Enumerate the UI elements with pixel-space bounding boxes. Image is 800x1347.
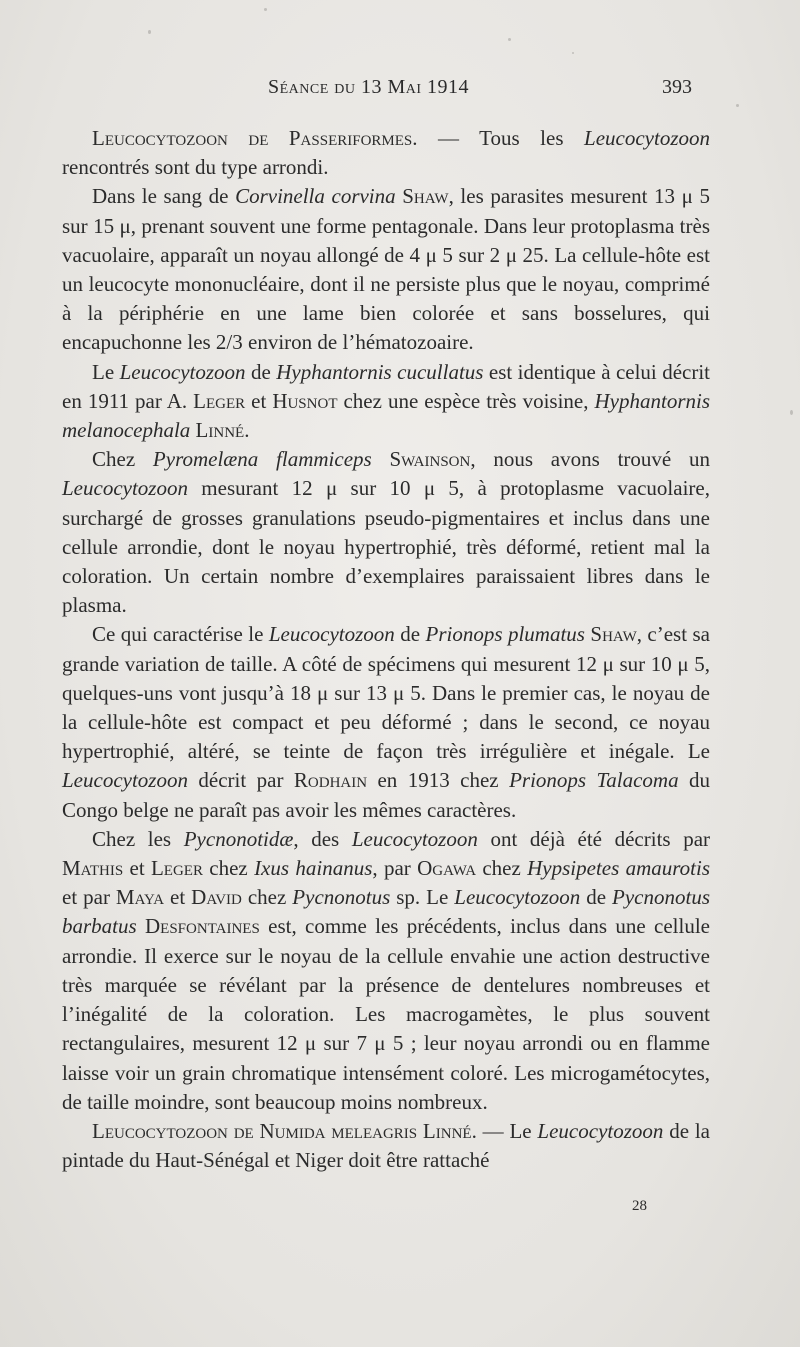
- page-number: 393: [662, 76, 692, 98]
- text-run: , les parasites mesurent 13 μ 5 sur 15 μ, prenant souvent une forme pentagonale. Dans leur protoplasma très vacuolaire, apparaît un noyau allongé de 4 μ 5 sur 2 μ 25. La cellule-hôte est un leucocyte mononucléaire, dont il ne persiste plus que le noyau, comprimé à la périphérie en une lame bien colorée et sans bosselures, qui encapuchonne les 2/3 environ de l’hématozoaire.: [62, 184, 710, 355]
- text-run: chez une espèce très voisine,: [337, 388, 595, 413]
- small-caps-text: Rodhain: [293, 768, 368, 793]
- italic-text: Hyphantornis cucullatus: [276, 359, 484, 384]
- running-title: Séance du 13 Mai 1914: [268, 76, 470, 98]
- text-run: de: [245, 359, 277, 384]
- text-run: du Congo belge ne paraît pas avoir les mêmes caractères.: [62, 768, 711, 822]
- text-run: de: [394, 622, 426, 647]
- small-caps-text: Leucocytozoon de Numida meleagris Linné.: [92, 1118, 477, 1143]
- paragraph: [62, 445, 710, 620]
- text-run: , des: [293, 826, 352, 851]
- text-run: — Le: [476, 1118, 538, 1143]
- text-run: décrit par: [187, 768, 294, 793]
- text-run: ont déjà été décrits par: [477, 826, 711, 851]
- paragraph: [62, 358, 710, 446]
- text-run: et: [123, 856, 151, 881]
- text-run: , c’est sa grande variation de taille. A côté de spécimens qui mesurent 12 μ sur 10 μ 5, quelques-uns vont jusqu’à 18 μ sur 13 μ 5. Dans le premier cas, le noyau de la cellule-hôte est compact et peu déformé ; dans le second, ce noyau hypertrophié, altéré, se teinte de façon très irrégulière et inégale. Le: [62, 622, 710, 764]
- italic-text: Ixus hainanus: [254, 856, 373, 881]
- text-run: Ce qui caractérise le: [92, 622, 269, 647]
- page-header: [0, 74, 800, 104]
- paragraph: [62, 182, 710, 357]
- text-run: et: [245, 388, 273, 413]
- small-caps-text: Leger: [193, 388, 246, 413]
- small-caps-text: Maya: [115, 885, 165, 910]
- small-caps-text: Mathis: [62, 856, 124, 881]
- italic-text: Hyphantornis melanocephala: [62, 388, 710, 443]
- text-run: et par: [62, 885, 116, 910]
- text-run: Chez: [92, 447, 153, 472]
- italic-text: Leucocytozoon: [62, 768, 188, 793]
- italic-text: Pyromelæna flammiceps: [152, 447, 372, 472]
- italic-text: Prionops plumatus: [425, 622, 585, 647]
- italic-text: Pycnonotus: [292, 885, 391, 910]
- text-run: mesurant 12 μ sur 10 μ 5, à protoplasme vacuolaire, surchargé de grosses granulations pseudo-pigmentaires et inclus dans une cellule arrondie, dont le noyau hypertrophié, très déformé, retient mal la coloration. Un certain nombre d’exemplaires paraissaient libres dans le plasma.: [62, 476, 710, 618]
- italic-text: Corvinella corvina: [235, 184, 396, 209]
- text-run: chez: [202, 856, 255, 881]
- text-run: .: [244, 418, 250, 443]
- text-run: et: [164, 885, 192, 910]
- paragraph: [62, 1117, 710, 1175]
- text-run: sp. Le: [390, 885, 455, 910]
- text-run: de la pintade du Haut-Sénégal et Niger doit être rattaché: [62, 1118, 710, 1173]
- text-run: chez: [476, 856, 528, 881]
- text-run: [372, 447, 390, 471]
- text-run: Dans le sang de: [92, 184, 236, 209]
- italic-text: Leucocytozoon: [351, 826, 478, 851]
- small-caps-text: Leger: [150, 856, 203, 881]
- paragraph: [62, 620, 710, 824]
- paper-speck: [790, 410, 793, 415]
- text-run: de: [580, 885, 613, 910]
- italic-text: Leucocytozoon: [454, 885, 581, 910]
- small-caps-text: Leucocytozoon de Passeriformes.: [92, 126, 418, 150]
- text-run: , nous avons trouvé un: [470, 447, 710, 472]
- italic-text: Leucocytozoon: [62, 476, 188, 501]
- small-caps-text: Ogawa: [417, 856, 477, 881]
- small-caps-text: Shaw: [590, 622, 637, 647]
- italic-text: Prionops Talacoma: [509, 768, 679, 793]
- small-caps-text: Shaw: [402, 184, 449, 209]
- text-run: en 1913 chez: [367, 768, 510, 793]
- italic-text: Leucocytozoon: [268, 622, 395, 647]
- small-caps-text: David: [191, 885, 242, 910]
- italic-text: Leucocytozoon: [584, 126, 710, 150]
- text-run: Le: [92, 359, 120, 384]
- small-caps-text: Linné: [195, 418, 245, 443]
- paper-speck: [508, 38, 511, 41]
- paper-speck: [148, 30, 151, 34]
- small-caps-text: Desfontaines: [145, 914, 260, 939]
- text-run: est identique à celui décrit en 1911 par A.: [62, 359, 710, 413]
- text-run: est, comme les précédents, inclus dans une cellule arrondie. Il exerce sur le noyau de la cellule envahie une action destructive très marquée se révélant par la présence de dentelures nombreuses et l’inégalité de la coloration. Les macrogamètes, le plus souvent rectangulaires, mesurent 12 μ sur 7 μ 5 ; leur noyau arrondi ou en flamme laisse voir un grain chromatique intensément coloré. Les microgamétocytes, de taille moindre, sont beaucoup moins nombreux.: [62, 914, 710, 1114]
- text-run: — Tous les: [417, 126, 585, 150]
- small-caps-text: Swainson: [389, 447, 471, 472]
- signature-mark: 28: [632, 1198, 647, 1214]
- small-caps-text: Husnot: [272, 388, 338, 413]
- italic-text: Leucocytozoon: [119, 359, 246, 384]
- italic-text: Hypsipetes amaurotis: [527, 856, 710, 881]
- italic-text: Pycnonotus barbatus: [62, 885, 710, 939]
- text-run: , par: [372, 856, 418, 881]
- paragraph: [62, 825, 710, 1117]
- text-run: [137, 914, 145, 938]
- text-run: Chez les: [92, 826, 184, 851]
- italic-text: Pycnonotidæ: [183, 826, 294, 851]
- body-text: [62, 124, 710, 1175]
- paper-speck: [572, 52, 574, 54]
- paragraph: [62, 124, 710, 182]
- italic-text: Leucocytozoon: [537, 1118, 664, 1143]
- paper-speck: [736, 104, 739, 107]
- text-run: chez: [241, 885, 293, 910]
- paper-speck: [264, 8, 267, 11]
- text-run: rencontrés sont du type arrondi.: [62, 155, 329, 180]
